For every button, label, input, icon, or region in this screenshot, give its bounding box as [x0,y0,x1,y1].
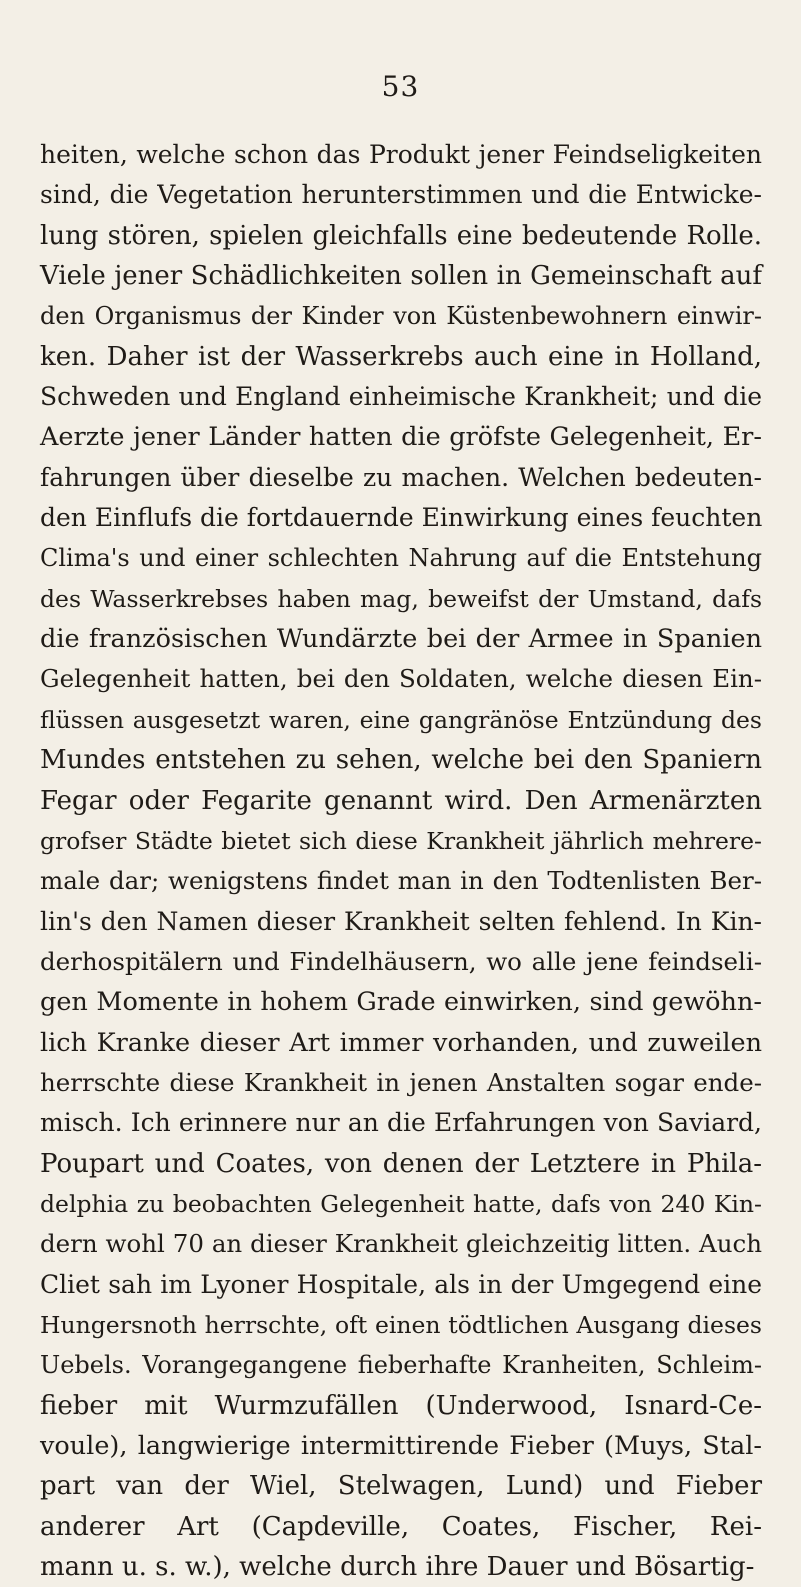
text-line: fieber mit Wurmzufällen (Underwood, Isnard-Ce- [40,1390,762,1421]
text-line: ken. Daher ist der Wasserkrebs auch eine in Holland, [40,341,762,372]
text-line: den Organismus der Kinder von Küstenbewohnern einwir- [40,302,762,331]
text-line: Uebels. Vorangegangene fieberhafte Kranheiten, Schleim- [40,1351,762,1380]
text-line: Cliet sah im Lyoner Hospitale, als in der Umgegend eine [40,1269,762,1299]
text-line: die französischen Wundärzte bei der Armee in Spanien [40,624,762,655]
text-line: lung stören, spielen gleichfalls eine bedeutende Rolle. [40,220,762,251]
text-line: heiten, welche schon das Produkt jener Feindseligkeiten [40,140,762,169]
text-line: male dar; wenigstens findet man in den Todtenlisten Ber- [40,866,762,896]
text-line: Clima's und einer schlechten Nahrung auf die Entstehung [40,544,762,573]
text-line: Schweden und England einheimische Krankheit; und die [40,382,762,412]
text-line: Hungersnoth herrschte, oft einen tödtlichen Ausgang dieses [40,1310,762,1339]
text-line: Aerzte jener Länder hatten die gröfste Gelegenheit, Er- [40,422,762,453]
text-line: gen Momente in hohem Grade einwirken, sind gewöhn- [40,987,762,1018]
text-line: Gelegenheit hatten, bei den Soldaten, welche diesen Ein- [40,664,762,694]
body-text [40,135,762,1587]
text-line: Mundes entstehen zu sehen, welche bei den Spaniern [40,745,762,776]
text-line: lich Kranke dieser Art immer vorhanden, und zuweilen [40,1027,762,1058]
text-line: derhospitälern und Findelhäusern, wo alle jene feindseli- [40,946,762,976]
text-line: part van der Wiel, Stelwagen, Lund) und Fieber [40,1471,762,1502]
text-line: Fegar oder Fegarite genannt wird. Den Armenärzten [40,785,762,816]
text-line: misch. Ich erinnere nur an die Erfahrungen von Saviard, [40,1108,762,1138]
text-line: voule), langwierige intermittirende Fieber (Muys, Stal- [40,1431,762,1461]
text-line: dern wohl 70 an dieser Krankheit gleichzeitig litten. Auch [40,1229,762,1259]
text-line: Viele jener Schädlichkeiten sollen in Gemeinschaft auf [40,261,762,292]
text-line: den Einflufs die fortdauernde Einwirkung eines feuchten [40,503,763,533]
text-line: sind, die Vegetation herunterstimmen und die Entwicke- [40,180,762,210]
text-line: des Wasserkrebses haben mag, beweifst der Umstand, dafs [40,584,762,613]
text-line: mann u. s. w.), welche durch ihre Dauer und Bösartig- [40,1552,755,1583]
text-line: fahrungen über dieselbe zu machen. Welchen bedeuten- [40,462,762,492]
text-line: Poupart und Coates, von denen der Letztere in Phila- [40,1148,762,1179]
text-line: grofser Städte bietet sich diese Krankheit jährlich mehrere- [40,826,762,855]
text-line: anderer Art (Capdeville, Coates, Fischer, Rei- [40,1511,762,1542]
text-line: herrschte diese Krankheit in jenen Anstalten sogar ende- [40,1067,762,1097]
text-line: delphia zu beobachten Gelegenheit hatte, dafs von 240 Kin- [40,1189,762,1218]
page-number: 53 [381,70,420,103]
text-line: lin's den Namen dieser Krankheit selten fehlend. In Kin- [40,906,762,936]
text-line: flüssen ausgesetzt waren, eine gangränöse Entzündung des [40,705,762,734]
